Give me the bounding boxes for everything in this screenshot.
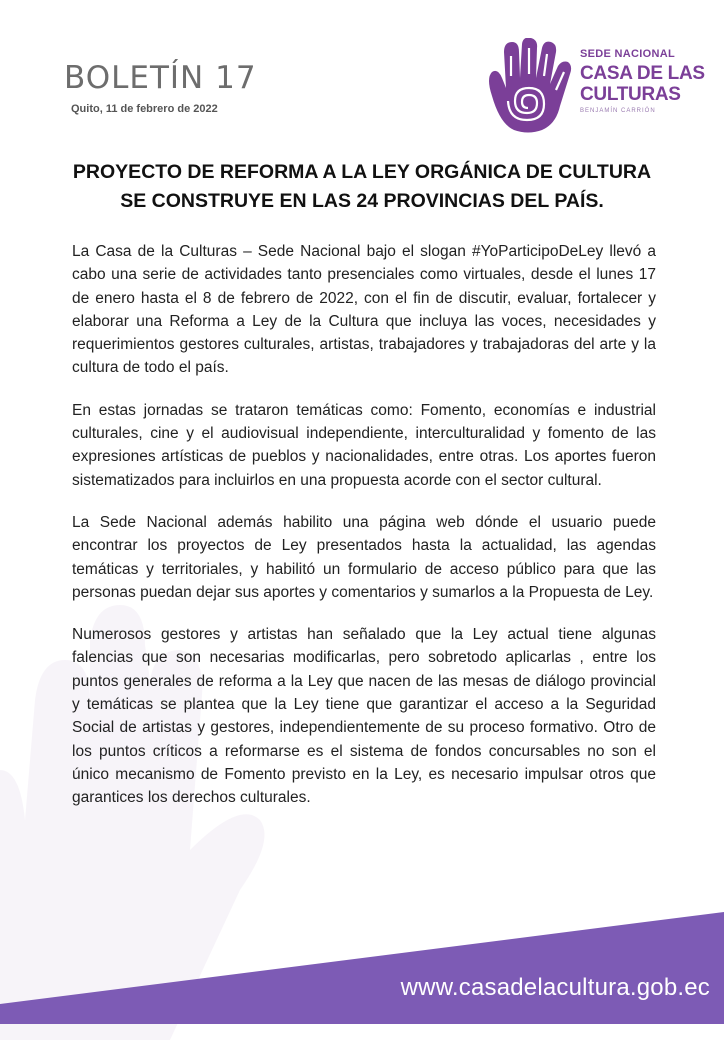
bulletin-date: Quito, 11 de febrero de 2022 [71,103,218,115]
logo-benjamin-label: BENJAMÍN CARRIÓN [580,108,656,114]
hand-icon [484,38,572,134]
paragraph: Numerosos gestores y artistas han señalado que la Ley actual tiene algunas falencias que son necesarias modificarlas, pero sobretodo aplicarlas , entre los puntos generales de reforma a la Ley que nacen de las mesas de diálogo provincial y temáticas se plantea que la Ley tiene que garantizar el acceso a la Seguridad Social de artistas y gestores, independientemente de su proceso formativo. Otro de los puntos críticos a reformarse es el sistema de fondos concursables no son el único mecanismo de Fomento previsto en la Ley, es necesario impulsar otros que garantices los derechos culturales. [72,626,656,807]
headline-line-2: SE CONSTRUYE EN LAS 24 PROVINCIAS DEL PAÍS. [120,190,604,212]
headline-line-1: PROYECTO DE REFORMA A LA LEY ORGÁNICA DE CULTURA [72,161,652,183]
logo-text [580,48,710,114]
paragraph: En estas jornadas se trataron temáticas como: Fomento, economías e industrial culturales, cine y el audiovisual independiente, interculturalidad y fomento de las expresiones artísticas de pueblos y nacionalidades, entre otras. Los aportes fueron sistematizados para incluirlos en una propuesta acorde con el sector cultural. [72,401,656,489]
logo-sede-label: SEDE NACIONAL [580,48,675,60]
footer-band [0,912,724,1024]
paragraph: La Casa de la Culturas – Sede Nacional bajo el slogan #YoParticipoDeLey llevó a cabo una serie de actividades tanto presenciales como virtuales, desde el lunes 17 de enero hasta el 8 de febrero de 2022, con el fin de discutir, evaluar, fortalecer y elaborar una Reforma a Ley de la Cultura que incluya las voces, necesidades y requerimientos gestores culturales, artistas, trabajadores y trabajadoras del arte y la cultura de todo el país. [72,243,656,377]
paragraph: La Sede Nacional además habilito una página web dónde el usuario puede encontrar los proyectos de Ley presentados hasta la actualidad, las agendas temáticas y territoriales, y habilitó un formulario de acceso público para que las personas puedan dejar sus aportes y comentarios y sumarlos a la Propuesta de Ley. [72,513,656,601]
logo-casa-label: CASA DE LAS [580,63,705,84]
website-link[interactable]: www.casadelacultura.gob.ec [400,974,710,1001]
logo-culturas-label: CULTURAS [580,84,681,105]
headline [22,158,702,216]
bulletin-title: BOLETÍN 17 [64,60,257,96]
article-body [72,240,656,829]
